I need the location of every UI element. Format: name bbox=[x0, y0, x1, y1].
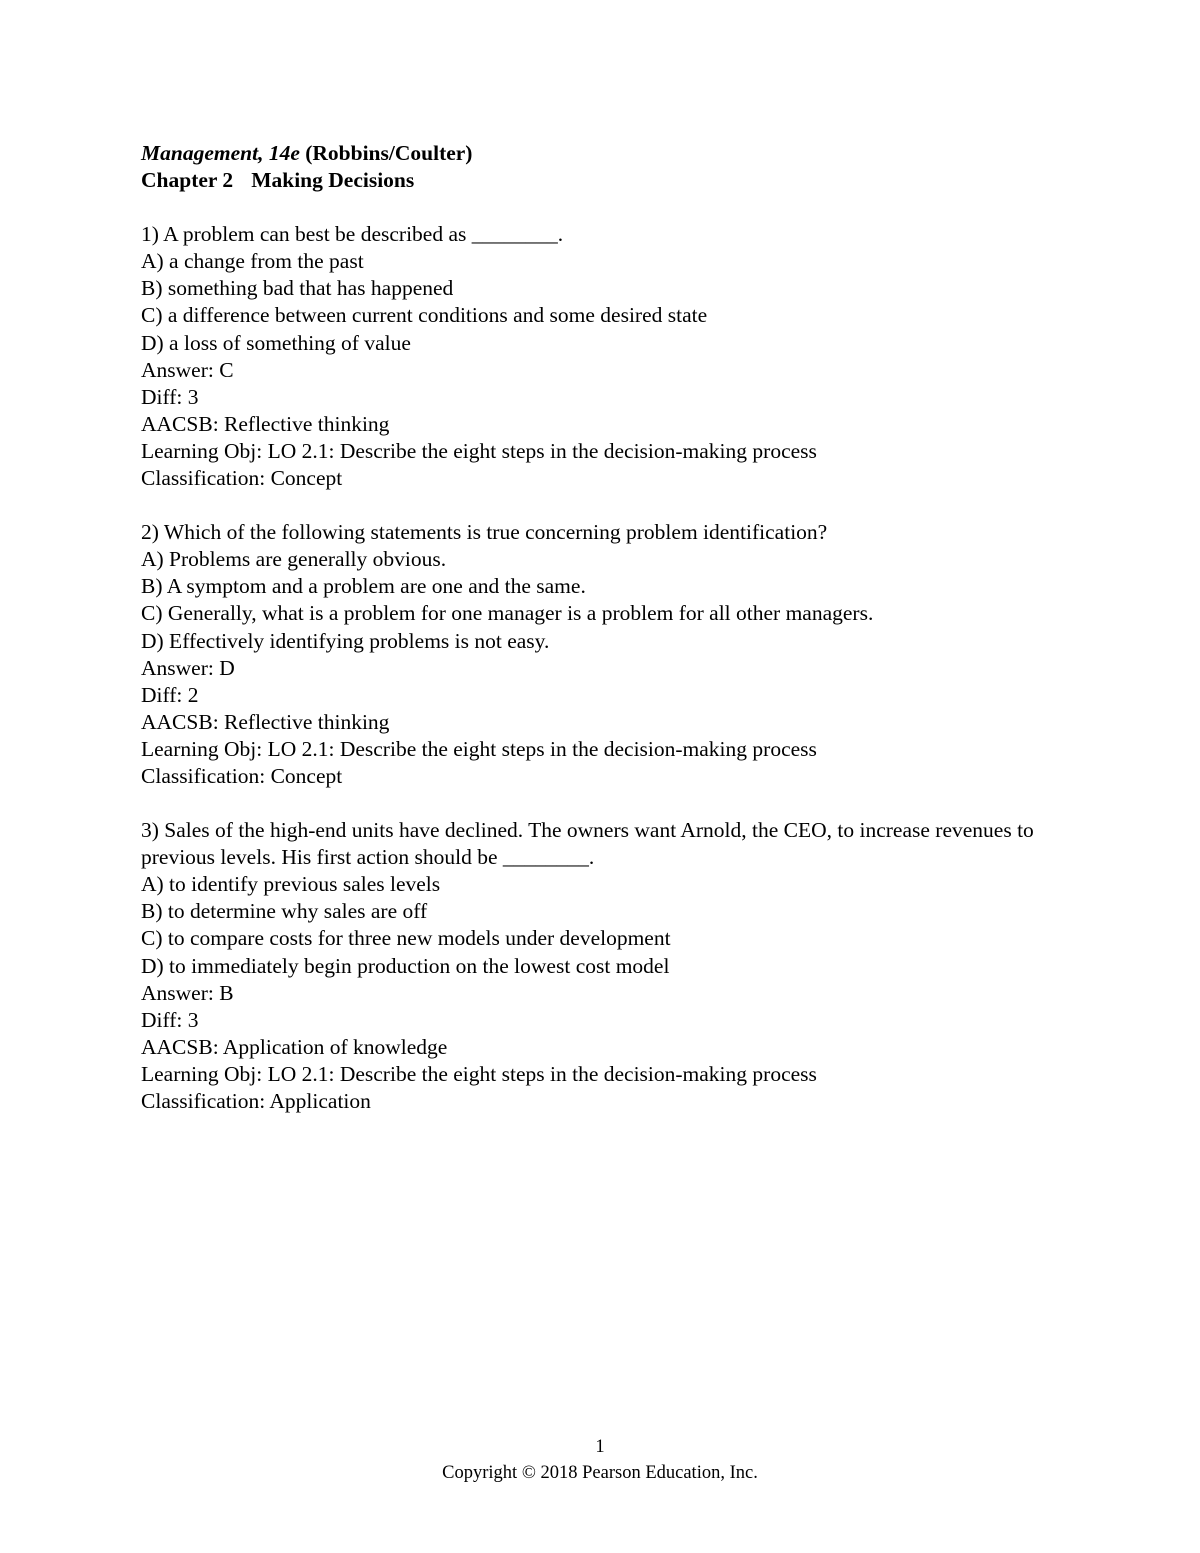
answer: Answer: C bbox=[141, 357, 234, 382]
question-3 bbox=[141, 817, 1101, 1115]
aacsb: AACSB: Reflective thinking bbox=[141, 411, 390, 436]
option-c: C) a difference between current conditions and some desired state bbox=[141, 303, 708, 328]
option-c: C) Generally, what is a problem for one manager is a problem for all other managers. bbox=[141, 601, 874, 626]
question-stem: 3) Sales of the high-end units have declined. The owners want Arnold, the CEO, to increase revenues to previous levels. His first action should be ________. bbox=[141, 818, 1034, 870]
book-title: Management, 14e bbox=[141, 141, 300, 165]
option-b: B) to determine why sales are off bbox=[141, 899, 428, 924]
option-c: C) to compare costs for three new models under development bbox=[141, 926, 671, 951]
difficulty: Diff: 2 bbox=[141, 682, 199, 707]
aacsb: AACSB: Reflective thinking bbox=[141, 709, 390, 734]
learning-objective: Learning Obj: LO 2.1: Describe the eight steps in the decision-making process bbox=[141, 1061, 817, 1086]
option-d: D) to immediately begin production on the lowest cost model bbox=[141, 953, 670, 978]
classification: Classification: Concept bbox=[141, 763, 343, 788]
page-number: 1 bbox=[595, 1437, 605, 1457]
answer: Answer: B bbox=[141, 980, 234, 1005]
question-stem: 1) A problem can best be described as ________. bbox=[141, 222, 564, 247]
aacsb: AACSB: Application of knowledge bbox=[141, 1034, 448, 1059]
classification: Classification: Concept bbox=[141, 466, 343, 491]
option-d: D) Effectively identifying problems is not easy. bbox=[141, 628, 550, 653]
difficulty: Diff: 3 bbox=[141, 384, 199, 409]
option-b: B) A symptom and a problem are one and the same. bbox=[141, 574, 586, 599]
learning-objective: Learning Obj: LO 2.1: Describe the eight steps in the decision-making process bbox=[141, 736, 817, 761]
chapter-title: Making Decisions bbox=[251, 168, 415, 193]
question-2 bbox=[141, 519, 1101, 790]
answer: Answer: D bbox=[141, 655, 235, 680]
difficulty: Diff: 3 bbox=[141, 1007, 199, 1032]
classification: Classification: Application bbox=[141, 1089, 371, 1113]
option-a: A) to identify previous sales levels bbox=[141, 872, 441, 897]
chapter-label: Chapter 2 bbox=[141, 168, 234, 193]
question-1 bbox=[141, 221, 1101, 492]
question-stem: 2) Which of the following statements is true concerning problem identification? bbox=[141, 520, 828, 545]
page-content bbox=[141, 140, 1101, 1115]
book-authors: (Robbins/Coulter) bbox=[305, 141, 473, 165]
option-a: A) a change from the past bbox=[141, 249, 364, 274]
option-a: A) Problems are generally obvious. bbox=[141, 547, 447, 572]
option-b: B) something bad that has happened bbox=[141, 276, 454, 301]
learning-objective: Learning Obj: LO 2.1: Describe the eight steps in the decision-making process bbox=[141, 438, 817, 463]
book-title-line bbox=[141, 140, 1101, 167]
copyright-notice: Copyright © 2018 Pearson Education, Inc. bbox=[442, 1463, 758, 1483]
option-d: D) a loss of something of value bbox=[141, 330, 411, 355]
chapter-heading bbox=[141, 167, 1101, 194]
